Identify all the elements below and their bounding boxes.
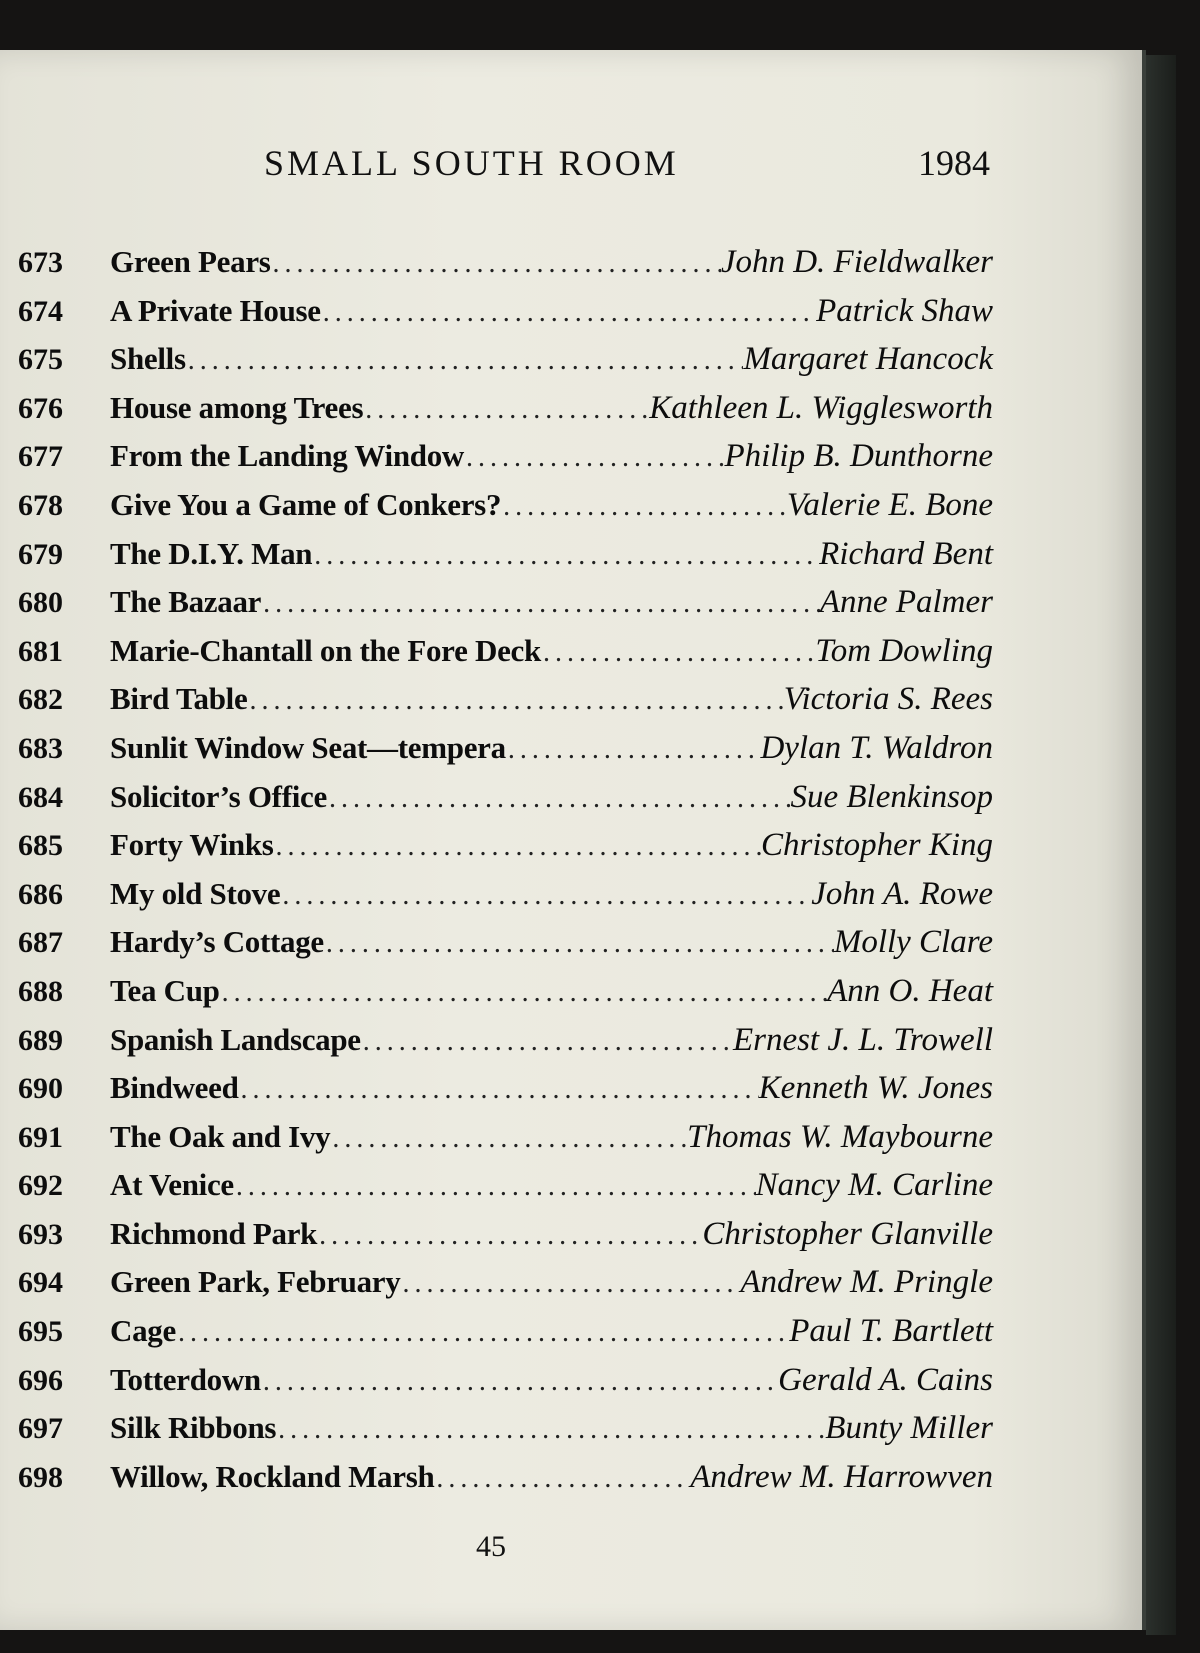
- entry-number: 696: [18, 1363, 63, 1397]
- entry-number: 679: [18, 537, 63, 571]
- entry-title: From the Landing Window: [110, 438, 465, 474]
- dot-leader: [176, 1309, 789, 1358]
- entry-title: Sunlit Window Seat—tempera: [110, 729, 506, 765]
- dot-leader: [186, 337, 744, 386]
- entry-title: Bird Table: [110, 681, 248, 717]
- entry-title: Bindweed: [110, 1070, 239, 1106]
- catalogue-entry: [18, 1064, 993, 1113]
- entry-number: 697: [18, 1412, 63, 1446]
- entry-title: Silk Ribbons: [110, 1410, 277, 1446]
- page-header: [0, 142, 1000, 202]
- entry-title: Cage: [110, 1313, 176, 1349]
- entry-title: Solicitor’s Office: [110, 778, 327, 814]
- entry-number: 689: [18, 1023, 63, 1057]
- dot-leader: [317, 1212, 702, 1261]
- dot-leader: [363, 386, 649, 435]
- dot-leader: [541, 629, 815, 678]
- entry-artist: Margaret Hancock: [743, 341, 993, 378]
- catalogue-entry: [18, 1210, 993, 1259]
- entry-artist: Thomas W. Maybourne: [687, 1118, 993, 1155]
- entry-title: The Oak and Ivy: [110, 1118, 331, 1154]
- entry-artist: Nancy M. Carline: [755, 1167, 993, 1204]
- catalogue-entry: [18, 578, 993, 627]
- dot-leader: [324, 920, 834, 969]
- catalogue-entry: [18, 821, 993, 870]
- catalogue-entry: [18, 1016, 993, 1065]
- entry-artist: Tom Dowling: [815, 632, 993, 669]
- catalogue-entry: [18, 1356, 993, 1405]
- dot-leader: [361, 1018, 733, 1067]
- entry-number: 690: [18, 1072, 63, 1106]
- entry-title: Tea Cup: [110, 972, 220, 1008]
- entry-title: The Bazaar: [110, 584, 262, 620]
- catalogue-entry: [18, 1258, 993, 1307]
- dot-leader: [274, 823, 762, 872]
- catalogue-entry: [18, 335, 993, 384]
- entry-title: Hardy’s Cottage: [110, 924, 324, 960]
- dot-leader: [501, 483, 787, 532]
- entry-artist: Philip B. Dunthorne: [724, 438, 993, 475]
- entry-number: 681: [18, 634, 63, 668]
- dot-leader: [261, 1358, 778, 1407]
- entry-artist: Andrew M. Pringle: [740, 1264, 993, 1301]
- entry-title: Green Park, February: [110, 1264, 401, 1300]
- entry-number: 692: [18, 1169, 63, 1203]
- entry-number: 684: [18, 780, 63, 814]
- dot-leader: [247, 677, 783, 726]
- dot-leader: [276, 1406, 825, 1455]
- catalogue-entry: [18, 675, 993, 724]
- entry-number: 694: [18, 1266, 63, 1300]
- entry-artist: Richard Bent: [819, 535, 993, 572]
- entry-number: 691: [18, 1120, 63, 1154]
- entry-artist: Ann O. Heat: [827, 972, 993, 1009]
- catalogue-entry: [18, 1113, 993, 1162]
- entry-artist: John D. Fieldwalker: [720, 244, 993, 280]
- catalogue-entry: [18, 870, 993, 919]
- catalogue-entry: [18, 238, 993, 287]
- dot-leader: [239, 1066, 759, 1115]
- entry-artist: Bunty Miller: [825, 1410, 993, 1447]
- entry-title: The D.I.Y. Man: [110, 535, 313, 571]
- page-number: 45: [476, 1530, 506, 1563]
- entry-artist: Sue Blenkinsop: [790, 778, 993, 815]
- entry-title: Totterdown: [110, 1361, 261, 1397]
- entry-artist: John A. Rowe: [811, 875, 993, 912]
- entry-number: 682: [18, 683, 63, 717]
- entry-number: 695: [18, 1315, 63, 1349]
- entry-artist: Anne Palmer: [819, 584, 993, 621]
- entry-number: 685: [18, 829, 63, 863]
- entry-number: 676: [18, 391, 63, 425]
- catalogue-entry: [18, 384, 993, 433]
- entry-number: 677: [18, 440, 63, 474]
- dot-leader: [220, 969, 828, 1018]
- catalogue-entry: [18, 773, 993, 822]
- entry-number: 680: [18, 586, 63, 620]
- dot-leader: [321, 289, 816, 338]
- catalogue-entry: [18, 967, 993, 1016]
- catalogue-entry-list: [18, 238, 993, 1501]
- catalogue-entry: [18, 627, 993, 676]
- entry-artist: Valerie E. Bone: [786, 486, 993, 523]
- catalogue-entry: [18, 1404, 993, 1453]
- entry-artist: Paul T. Bartlett: [789, 1313, 993, 1350]
- entry-title: Green Pears: [110, 244, 271, 279]
- dot-leader: [312, 532, 819, 581]
- entry-title: My old Stove: [110, 875, 281, 911]
- entry-artist: Christopher Glanville: [702, 1215, 993, 1252]
- entry-artist: Dylan T. Waldron: [760, 729, 993, 766]
- entry-title: Richmond Park: [110, 1215, 318, 1251]
- catalogue-entry: [18, 481, 993, 530]
- entry-number: 678: [18, 488, 63, 522]
- entry-artist: Kenneth W. Jones: [758, 1070, 993, 1107]
- entry-title: Marie-Chantall on the Fore Deck: [110, 632, 541, 668]
- entry-number: 686: [18, 877, 63, 911]
- entry-title: Forty Winks: [110, 827, 274, 863]
- catalogue-entry: [18, 1453, 993, 1502]
- entry-title: Give You a Game of Conkers?: [110, 486, 502, 522]
- dot-leader: [327, 775, 791, 824]
- catalogue-entry: [18, 724, 993, 773]
- dot-leader: [280, 872, 811, 921]
- catalogue-entry: [18, 1307, 993, 1356]
- entry-artist: Patrick Shaw: [816, 292, 993, 329]
- year: 1984: [918, 143, 990, 183]
- entry-number: 673: [18, 246, 63, 279]
- entry-title: Spanish Landscape: [110, 1021, 361, 1057]
- entry-number: 674: [18, 294, 63, 328]
- entry-title: House among Trees: [110, 389, 364, 425]
- entry-number: 688: [18, 974, 63, 1008]
- catalogue-entry: [18, 918, 993, 967]
- catalogue-entry: [18, 1161, 993, 1210]
- entry-title: At Venice: [110, 1167, 234, 1203]
- entry-number: 693: [18, 1217, 63, 1251]
- dot-leader: [271, 240, 721, 289]
- entry-artist: Ernest J. L. Trowell: [732, 1021, 993, 1058]
- catalogue-entry: [18, 530, 993, 579]
- dot-leader: [400, 1260, 740, 1309]
- room-title: SMALL SOUTH ROOM: [264, 143, 679, 183]
- entry-number: 687: [18, 926, 63, 960]
- entry-artist: Molly Clare: [833, 924, 993, 961]
- entry-title: Shells: [110, 341, 186, 377]
- dot-leader: [464, 434, 724, 483]
- entry-number: 675: [18, 343, 63, 377]
- catalogue-entry: [18, 287, 993, 336]
- entry-artist: Gerald A. Cains: [778, 1361, 993, 1398]
- dot-leader: [261, 580, 820, 629]
- entry-artist: Kathleen L. Wigglesworth: [649, 389, 993, 426]
- book-cover-edge: [1146, 55, 1176, 1635]
- entry-artist: Christopher King: [761, 827, 993, 864]
- entry-title: A Private House: [110, 292, 321, 328]
- entry-number: 698: [18, 1460, 63, 1494]
- entry-artist: Andrew M. Harrowven: [690, 1458, 993, 1495]
- entry-number: 683: [18, 731, 63, 765]
- dot-leader: [330, 1115, 687, 1164]
- dot-leader: [434, 1455, 690, 1504]
- entry-title: Willow, Rockland Marsh: [110, 1458, 435, 1494]
- dot-leader: [506, 726, 761, 775]
- entry-artist: Victoria S. Rees: [783, 681, 993, 718]
- catalogue-entry: [18, 432, 993, 481]
- dot-leader: [234, 1163, 756, 1212]
